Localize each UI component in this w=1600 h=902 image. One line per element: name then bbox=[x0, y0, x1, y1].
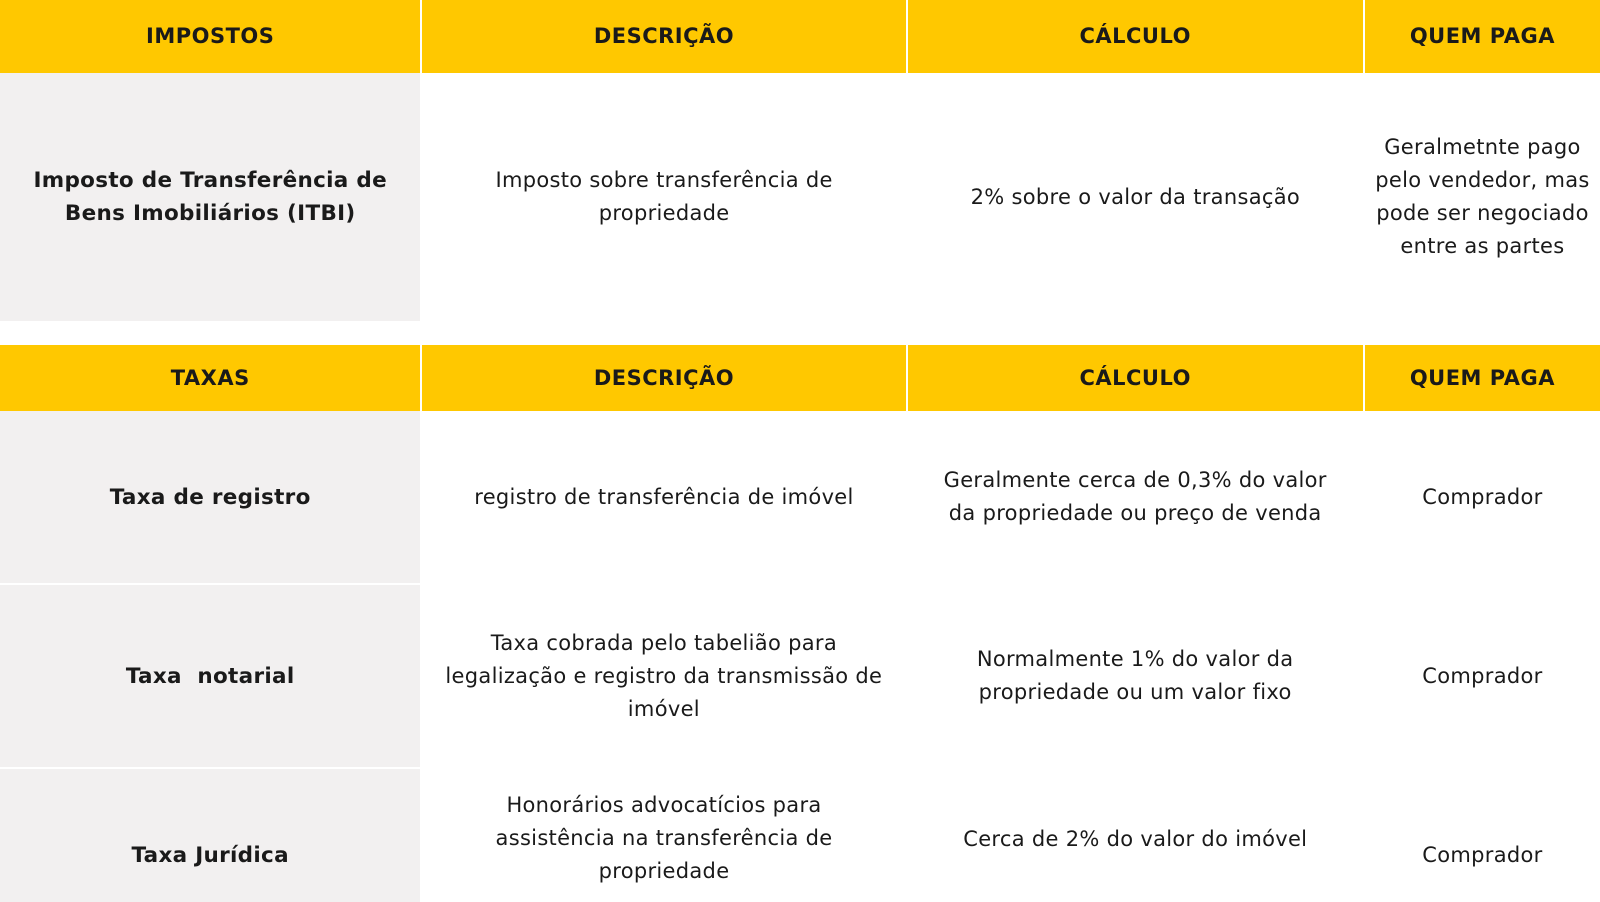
header-calculo: CÁLCULO bbox=[908, 0, 1363, 73]
fee-calculation: Cerca de 2% do valor do imóvel bbox=[963, 827, 1308, 851]
tax-calculation: 2% sobre o valor da transação bbox=[970, 184, 1301, 209]
fee-payer: Comprador bbox=[1422, 484, 1543, 509]
fee-description: Taxa cobrada pelo tabelião para legalização e registro da transmissão de imóvel bbox=[445, 630, 883, 721]
fee-payer: Comprador bbox=[1422, 843, 1543, 867]
fee-name: Taxa Jurídica bbox=[0, 769, 420, 902]
fee-description: registro de transferência de imóvel bbox=[474, 484, 854, 509]
impostos-header-row bbox=[0, 0, 1600, 73]
fee-payer: Comprador bbox=[1422, 663, 1543, 688]
tax-name: Imposto de Transferência de Bens Imobiliários (ITBI) bbox=[0, 73, 420, 321]
header-quem-paga: QUEM PAGA bbox=[1365, 0, 1600, 73]
table-row bbox=[0, 411, 1600, 583]
tax-payer: Geralmetnte pago pelo vendedor, mas pode ser negociado entre as partes bbox=[1375, 135, 1590, 258]
fee-calculation: Geralmente cerca de 0,3% do valor da propriedade ou preço de venda bbox=[943, 468, 1327, 525]
header-taxas: TAXAS bbox=[0, 345, 420, 411]
header-calculo: CÁLCULO bbox=[908, 345, 1363, 411]
taxas-table bbox=[0, 345, 1600, 902]
taxas-header-row bbox=[0, 345, 1600, 411]
fee-calculation: Normalmente 1% do valor da propriedade ou um valor fixo bbox=[976, 647, 1294, 704]
header-descricao: DESCRIÇÃO bbox=[422, 0, 905, 73]
impostos-table bbox=[0, 0, 1600, 321]
table-row bbox=[0, 585, 1600, 767]
header-descricao: DESCRIÇÃO bbox=[422, 345, 905, 411]
fee-name: Taxa de registro bbox=[0, 411, 420, 583]
fee-name: Taxa notarial bbox=[0, 585, 420, 767]
header-impostos: IMPOSTOS bbox=[0, 0, 420, 73]
fee-description: Honorários advocatícios para assistência na transferência de propriedade bbox=[495, 793, 833, 883]
table-row bbox=[0, 769, 1600, 902]
table-row bbox=[0, 73, 1600, 321]
tax-description: Imposto sobre transferência de propriedade bbox=[495, 168, 833, 225]
header-quem-paga: QUEM PAGA bbox=[1365, 345, 1600, 411]
